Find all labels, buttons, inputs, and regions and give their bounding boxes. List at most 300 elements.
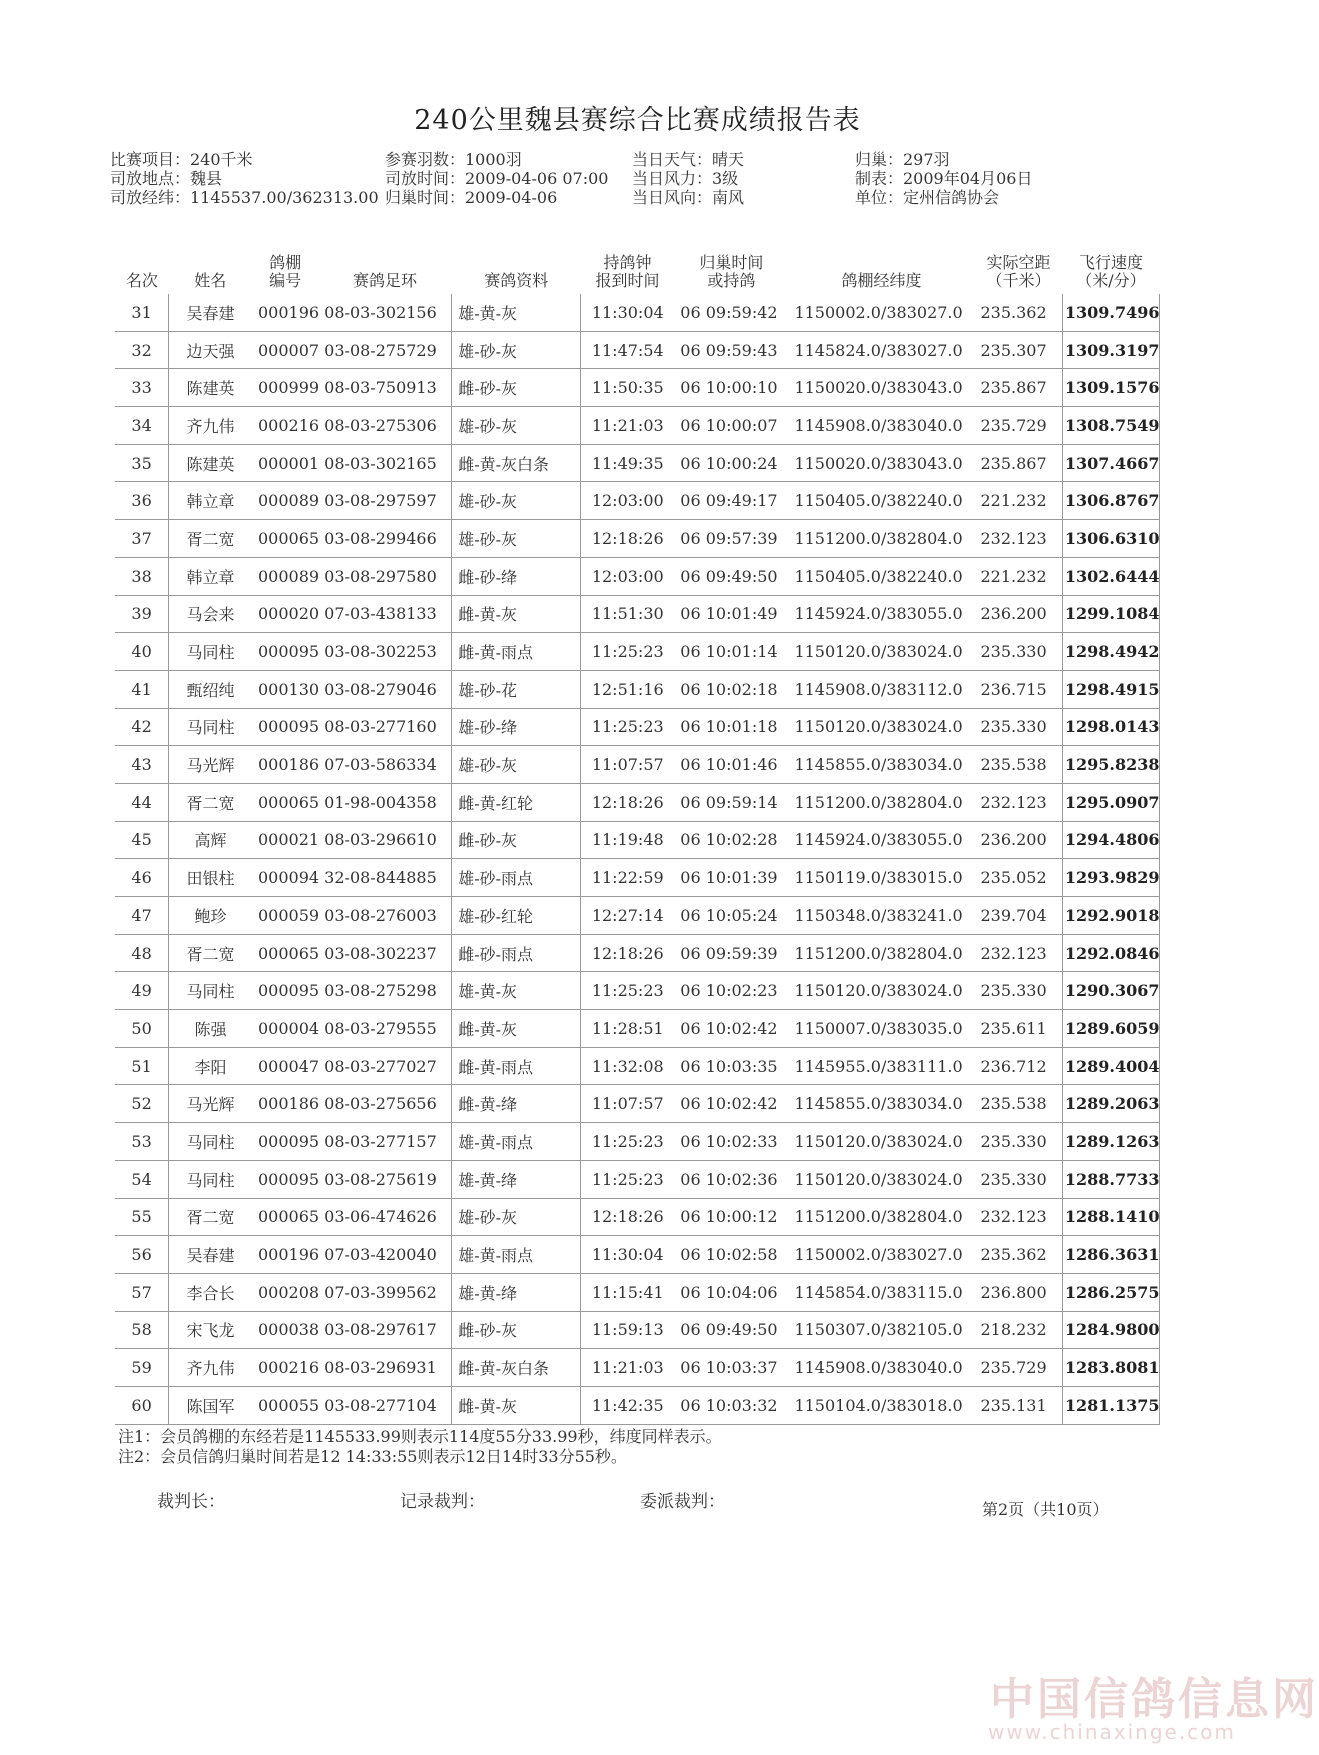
cell-bird-info: 雌-砂-雨点 [452, 934, 581, 972]
cell-rank: 37 [115, 520, 169, 558]
table-row [115, 1349, 1160, 1387]
cell-rank: 53 [115, 1123, 169, 1161]
cell-return-time: 06 10:01:49 [674, 595, 788, 633]
cell-coords: 1145824.0/383027.0 [788, 331, 974, 369]
cell-rank: 39 [115, 595, 169, 633]
table-row [115, 331, 1160, 369]
cell-report-time: 12:18:26 [581, 1198, 675, 1236]
table-row [115, 934, 1160, 972]
cell-name: 陈国军 [169, 1386, 252, 1424]
cell-ring: 07-03-399562 [318, 1273, 452, 1311]
info-table-date: 制表：2009年04月06日 [855, 169, 1033, 188]
cell-bird-info: 雄-黄-绛 [452, 1273, 581, 1311]
cell-coords: 1151200.0/382804.0 [788, 934, 974, 972]
cell-speed: 1294.4806 [1062, 821, 1159, 859]
cell-return-time: 06 10:02:36 [674, 1160, 788, 1198]
cell-loft-id: 000216 [252, 407, 318, 445]
cell-rank: 49 [115, 972, 169, 1010]
cell-coords: 1145924.0/383055.0 [788, 821, 974, 859]
cell-name: 胥二宽 [169, 520, 252, 558]
cell-coords: 1145908.0/383040.0 [788, 407, 974, 445]
cell-coords: 1150020.0/383043.0 [788, 444, 974, 482]
cell-ring: 03-06-474626 [318, 1198, 452, 1236]
cell-distance: 235.052 [975, 859, 1063, 897]
cell-bird-info: 雄-砂-灰 [452, 331, 581, 369]
cell-distance: 235.729 [975, 1349, 1063, 1387]
info-wind-force: 当日风力：3级 [632, 169, 739, 188]
cell-rank: 58 [115, 1311, 169, 1349]
header-speed: 飞行速度 （米/分） [1076, 253, 1146, 290]
table-row [115, 557, 1160, 595]
cell-loft-id: 000216 [252, 1349, 318, 1387]
cell-rank: 38 [115, 557, 169, 595]
cell-bird-info: 雄-砂-绛 [452, 708, 581, 746]
cell-coords: 1150020.0/383043.0 [788, 369, 974, 407]
cell-name: 马同柱 [169, 972, 252, 1010]
cell-ring: 08-03-296610 [318, 821, 452, 859]
cell-coords: 1150120.0/383024.0 [788, 972, 974, 1010]
cell-bird-info: 雄-砂-雨点 [452, 859, 581, 897]
cell-loft-id: 000095 [252, 1123, 318, 1161]
cell-return-time: 06 09:49:50 [674, 557, 788, 595]
cell-distance: 236.200 [975, 821, 1063, 859]
cell-loft-id: 000089 [252, 482, 318, 520]
cell-return-time: 06 10:01:18 [674, 708, 788, 746]
cell-name: 胥二宽 [169, 783, 252, 821]
cell-speed: 1309.7496 [1062, 294, 1159, 331]
cell-distance: 232.123 [975, 520, 1063, 558]
table-header-row [115, 228, 1160, 294]
table-row [115, 407, 1160, 445]
cell-bird-info: 雌-黄-灰 [452, 595, 581, 633]
cell-loft-id: 000004 [252, 1010, 318, 1048]
cell-ring: 03-08-279046 [318, 670, 452, 708]
cell-rank: 50 [115, 1010, 169, 1048]
cell-loft-id: 000065 [252, 934, 318, 972]
table-row [115, 1047, 1160, 1085]
cell-coords: 1145855.0/383034.0 [788, 1085, 974, 1123]
cell-distance: 236.800 [975, 1273, 1063, 1311]
cell-return-time: 06 10:02:58 [674, 1236, 788, 1274]
cell-speed: 1307.4667 [1062, 444, 1159, 482]
cell-coords: 1151200.0/382804.0 [788, 1198, 974, 1236]
page-number: 第2页（共10页） [982, 1500, 1109, 1519]
cell-rank: 45 [115, 821, 169, 859]
cell-distance: 235.729 [975, 407, 1063, 445]
cell-speed: 1286.3631 [1062, 1236, 1159, 1274]
cell-speed: 1298.4942 [1062, 633, 1159, 671]
cell-bird-info: 雌-砂-灰 [452, 821, 581, 859]
table-row [115, 294, 1160, 331]
info-release-coords: 司放经纬：1145537.00/362313.00 [110, 188, 379, 207]
cell-name: 陈建英 [169, 444, 252, 482]
cell-name: 田银柱 [169, 859, 252, 897]
cell-distance: 235.330 [975, 708, 1063, 746]
recorder-judge-label: 记录裁判： [400, 1492, 485, 1512]
cell-coords: 1145908.0/383040.0 [788, 1349, 974, 1387]
cell-loft-id: 000021 [252, 821, 318, 859]
cell-ring: 03-08-302237 [318, 934, 452, 972]
cell-distance: 232.123 [975, 783, 1063, 821]
cell-name: 吴春建 [169, 1236, 252, 1274]
header-loft-id: 鸽棚 编号 [269, 253, 302, 290]
cell-rank: 51 [115, 1047, 169, 1085]
cell-loft-id: 000038 [252, 1311, 318, 1349]
table-row [115, 633, 1160, 671]
cell-ring: 03-08-302253 [318, 633, 452, 671]
cell-coords: 1150405.0/382240.0 [788, 482, 974, 520]
cell-distance: 232.123 [975, 934, 1063, 972]
cell-return-time: 06 10:00:07 [674, 407, 788, 445]
cell-coords: 1150120.0/383024.0 [788, 633, 974, 671]
cell-rank: 48 [115, 934, 169, 972]
cell-return-time: 06 09:59:14 [674, 783, 788, 821]
info-block-race [110, 150, 379, 207]
cell-loft-id: 000089 [252, 557, 318, 595]
cell-ring: 03-08-297597 [318, 482, 452, 520]
cell-report-time: 11:47:54 [581, 331, 675, 369]
cell-rank: 41 [115, 670, 169, 708]
cell-loft-id: 000999 [252, 369, 318, 407]
cell-report-time: 11:15:41 [581, 1273, 675, 1311]
cell-speed: 1283.8081 [1062, 1349, 1159, 1387]
cell-speed: 1288.1410 [1062, 1198, 1159, 1236]
delegate-judge-label: 委派裁判： [640, 1492, 725, 1512]
cell-coords: 1145854.0/383115.0 [788, 1273, 974, 1311]
cell-name: 鲍珍 [169, 897, 252, 935]
cell-name: 齐九伟 [169, 407, 252, 445]
cell-report-time: 11:22:59 [581, 859, 675, 897]
cell-report-time: 11:07:57 [581, 1085, 675, 1123]
cell-report-time: 11:21:03 [581, 407, 675, 445]
cell-ring: 03-08-275729 [318, 331, 452, 369]
cell-bird-info: 雌-黄-雨点 [452, 1047, 581, 1085]
results-table [115, 228, 1160, 1425]
cell-loft-id: 000095 [252, 972, 318, 1010]
header-name: 姓名 [194, 271, 227, 290]
cell-ring: 08-03-277027 [318, 1047, 452, 1085]
cell-return-time: 06 10:03:35 [674, 1047, 788, 1085]
cell-rank: 47 [115, 897, 169, 935]
cell-ring: 03-08-299466 [318, 520, 452, 558]
info-race-item: 比赛项目：240千米 [110, 150, 253, 169]
cell-bird-info: 雄-砂-灰 [452, 1198, 581, 1236]
cell-ring: 32-08-844885 [318, 859, 452, 897]
table-row [115, 520, 1160, 558]
cell-distance: 235.330 [975, 633, 1063, 671]
cell-name: 韩立章 [169, 482, 252, 520]
cell-report-time: 12:18:26 [581, 520, 675, 558]
cell-distance: 235.867 [975, 369, 1063, 407]
cell-bird-info: 雌-砂-灰 [452, 1311, 581, 1349]
header-ring: 赛鸽足环 [352, 271, 417, 290]
cell-loft-id: 000196 [252, 1236, 318, 1274]
cell-name: 马同柱 [169, 708, 252, 746]
cell-ring: 08-03-277157 [318, 1123, 452, 1161]
cell-report-time: 12:27:14 [581, 897, 675, 935]
table-row [115, 1010, 1160, 1048]
cell-name: 马光辉 [169, 1085, 252, 1123]
cell-speed: 1281.1375 [1062, 1386, 1159, 1424]
cell-coords: 1150120.0/383024.0 [788, 708, 974, 746]
cell-return-time: 06 09:49:50 [674, 1311, 788, 1349]
info-entries: 参赛羽数：1000羽 [385, 150, 522, 169]
header-distance: 实际空距 （千米） [986, 253, 1051, 290]
cell-name: 胥二宽 [169, 1198, 252, 1236]
watermark-url: www.chinaxinge.com [988, 1720, 1236, 1744]
cell-report-time: 11:50:35 [581, 369, 675, 407]
cell-distance: 235.362 [975, 294, 1063, 331]
cell-name: 马同柱 [169, 1160, 252, 1198]
cell-speed: 1299.1084 [1062, 595, 1159, 633]
cell-speed: 1306.6310 [1062, 520, 1159, 558]
cell-bird-info: 雄-砂-红轮 [452, 897, 581, 935]
cell-distance: 232.123 [975, 1198, 1063, 1236]
cell-coords: 1145924.0/383055.0 [788, 595, 974, 633]
cell-loft-id: 000001 [252, 444, 318, 482]
cell-report-time: 11:30:04 [581, 294, 675, 331]
cell-loft-id: 000208 [252, 1273, 318, 1311]
cell-loft-id: 000055 [252, 1386, 318, 1424]
cell-bird-info: 雄-黄-雨点 [452, 1236, 581, 1274]
header-bird-info: 赛鸽资料 [484, 271, 549, 290]
info-release-time: 司放时间：2009-04-06 07:00 [385, 169, 609, 188]
cell-distance: 235.538 [975, 746, 1063, 784]
cell-rank: 55 [115, 1198, 169, 1236]
cell-name: 马光辉 [169, 746, 252, 784]
cell-return-time: 06 10:03:37 [674, 1349, 788, 1387]
cell-loft-id: 000095 [252, 633, 318, 671]
table-row [115, 821, 1160, 859]
cell-report-time: 11:25:23 [581, 1160, 675, 1198]
cell-loft-id: 000095 [252, 708, 318, 746]
chief-judge-label: 裁判长： [157, 1492, 225, 1512]
cell-coords: 1151200.0/382804.0 [788, 783, 974, 821]
cell-return-time: 06 10:02:42 [674, 1010, 788, 1048]
cell-rank: 42 [115, 708, 169, 746]
cell-speed: 1298.0143 [1062, 708, 1159, 746]
cell-name: 吴春建 [169, 294, 252, 331]
cell-speed: 1284.9800 [1062, 1311, 1159, 1349]
cell-speed: 1309.1576 [1062, 369, 1159, 407]
table-row [115, 859, 1160, 897]
cell-ring: 01-98-004358 [318, 783, 452, 821]
table-row [115, 1123, 1160, 1161]
cell-bird-info: 雄-砂-灰 [452, 746, 581, 784]
cell-report-time: 12:51:16 [581, 670, 675, 708]
cell-loft-id: 000059 [252, 897, 318, 935]
cell-return-time: 06 10:03:32 [674, 1386, 788, 1424]
cell-name: 高辉 [169, 821, 252, 859]
cell-return-time: 06 10:05:24 [674, 897, 788, 935]
cell-distance: 235.330 [975, 1160, 1063, 1198]
cell-rank: 40 [115, 633, 169, 671]
cell-ring: 03-08-277104 [318, 1386, 452, 1424]
info-release-place: 司放地点：魏县 [110, 169, 223, 188]
table-row [115, 1198, 1160, 1236]
cell-report-time: 12:18:26 [581, 934, 675, 972]
cell-coords: 1150120.0/383024.0 [788, 1160, 974, 1198]
cell-return-time: 06 10:02:18 [674, 670, 788, 708]
cell-speed: 1293.9829 [1062, 859, 1159, 897]
cell-loft-id: 000007 [252, 331, 318, 369]
cell-name: 齐九伟 [169, 1349, 252, 1387]
cell-return-time: 06 10:00:10 [674, 369, 788, 407]
cell-ring: 08-03-302156 [318, 294, 452, 331]
cell-rank: 60 [115, 1386, 169, 1424]
cell-distance: 236.200 [975, 595, 1063, 633]
cell-ring: 08-03-302165 [318, 444, 452, 482]
cell-rank: 36 [115, 482, 169, 520]
cell-coords: 1150002.0/383027.0 [788, 294, 974, 331]
cell-speed: 1292.0846 [1062, 934, 1159, 972]
cell-bird-info: 雄-黄-灰 [452, 972, 581, 1010]
header-coords: 鸽棚经纬度 [841, 271, 922, 290]
cell-rank: 44 [115, 783, 169, 821]
cell-rank: 34 [115, 407, 169, 445]
info-block-weather [632, 150, 744, 207]
cell-ring: 08-03-277160 [318, 708, 452, 746]
table-row [115, 897, 1160, 935]
cell-bird-info: 雌-黄-红轮 [452, 783, 581, 821]
cell-coords: 1145855.0/383034.0 [788, 746, 974, 784]
cell-speed: 1289.6059 [1062, 1010, 1159, 1048]
cell-bird-info: 雄-砂-灰 [452, 520, 581, 558]
table-row [115, 670, 1160, 708]
table-row [115, 1273, 1160, 1311]
cell-report-time: 11:19:48 [581, 821, 675, 859]
table-body [115, 294, 1160, 1424]
table-row [115, 783, 1160, 821]
cell-name: 马同柱 [169, 1123, 252, 1161]
cell-report-time: 12:03:00 [581, 482, 675, 520]
cell-name: 陈建英 [169, 369, 252, 407]
cell-coords: 1150348.0/383241.0 [788, 897, 974, 935]
cell-report-time: 11:51:30 [581, 595, 675, 633]
cell-bird-info: 雌-砂-绛 [452, 557, 581, 595]
cell-distance: 221.232 [975, 482, 1063, 520]
cell-loft-id: 000065 [252, 783, 318, 821]
cell-distance: 236.715 [975, 670, 1063, 708]
cell-ring: 08-03-750913 [318, 369, 452, 407]
cell-distance: 218.232 [975, 1311, 1063, 1349]
cell-speed: 1306.8767 [1062, 482, 1159, 520]
cell-rank: 32 [115, 331, 169, 369]
cell-distance: 235.538 [975, 1085, 1063, 1123]
cell-loft-id: 000186 [252, 1085, 318, 1123]
cell-coords: 1150104.0/383018.0 [788, 1386, 974, 1424]
table-row [115, 482, 1160, 520]
cell-speed: 1292.9018 [1062, 897, 1159, 935]
cell-ring: 08-03-296931 [318, 1349, 452, 1387]
cell-speed: 1289.1263 [1062, 1123, 1159, 1161]
table-row [115, 1236, 1160, 1274]
cell-name: 胥二宽 [169, 934, 252, 972]
cell-speed: 1309.3197 [1062, 331, 1159, 369]
cell-bird-info: 雄-黄-绛 [452, 1160, 581, 1198]
cell-distance: 235.611 [975, 1010, 1063, 1048]
table-row [115, 1160, 1160, 1198]
cell-return-time: 06 09:59:39 [674, 934, 788, 972]
cell-rank: 54 [115, 1160, 169, 1198]
header-return-time: 归巢时间 或持鸽 [699, 253, 764, 290]
cell-loft-id: 000186 [252, 746, 318, 784]
cell-loft-id: 000196 [252, 294, 318, 331]
header-rank: 名次 [125, 271, 158, 290]
cell-report-time: 12:18:26 [581, 783, 675, 821]
cell-name: 马同柱 [169, 633, 252, 671]
cell-distance: 235.330 [975, 972, 1063, 1010]
cell-report-time: 11:25:23 [581, 1123, 675, 1161]
cell-return-time: 06 10:02:33 [674, 1123, 788, 1161]
cell-coords: 1150120.0/383024.0 [788, 1123, 974, 1161]
cell-bird-info: 雌-黄-绛 [452, 1085, 581, 1123]
cell-speed: 1308.7549 [1062, 407, 1159, 445]
info-block-times [385, 150, 608, 207]
cell-rank: 57 [115, 1273, 169, 1311]
header-report-time: 持鸽钟 报到时间 [595, 253, 660, 290]
cell-ring: 07-03-438133 [318, 595, 452, 633]
cell-coords: 1150119.0/383015.0 [788, 859, 974, 897]
cell-report-time: 11:25:23 [581, 633, 675, 671]
cell-report-time: 11:49:35 [581, 444, 675, 482]
notes [118, 1427, 722, 1467]
cell-bird-info: 雄-黄-雨点 [452, 1123, 581, 1161]
cell-ring: 08-03-275306 [318, 407, 452, 445]
cell-speed: 1289.4004 [1062, 1047, 1159, 1085]
cell-speed: 1289.2063 [1062, 1085, 1159, 1123]
cell-report-time: 11:30:04 [581, 1236, 675, 1274]
cell-speed: 1302.6444 [1062, 557, 1159, 595]
cell-bird-info: 雌-黄-灰白条 [452, 1349, 581, 1387]
cell-loft-id: 000020 [252, 595, 318, 633]
table-row [115, 369, 1160, 407]
cell-return-time: 06 10:01:46 [674, 746, 788, 784]
cell-distance: 235.330 [975, 1123, 1063, 1161]
cell-report-time: 11:42:35 [581, 1386, 675, 1424]
cell-name: 陈强 [169, 1010, 252, 1048]
cell-bird-info: 雌-黄-灰 [452, 1386, 581, 1424]
table-row [115, 444, 1160, 482]
cell-bird-info: 雄-黄-灰 [452, 294, 581, 331]
cell-distance: 235.362 [975, 1236, 1063, 1274]
cell-bird-info: 雌-黄-灰 [452, 1010, 581, 1048]
cell-name: 边天强 [169, 331, 252, 369]
cell-distance: 235.867 [975, 444, 1063, 482]
cell-distance: 239.704 [975, 897, 1063, 935]
cell-rank: 46 [115, 859, 169, 897]
cell-name: 李阳 [169, 1047, 252, 1085]
cell-ring: 03-08-276003 [318, 897, 452, 935]
cell-report-time: 11:25:23 [581, 708, 675, 746]
cell-rank: 35 [115, 444, 169, 482]
cell-distance: 235.131 [975, 1386, 1063, 1424]
cell-loft-id: 000065 [252, 520, 318, 558]
cell-return-time: 06 09:49:17 [674, 482, 788, 520]
cell-return-time: 06 10:01:14 [674, 633, 788, 671]
cell-speed: 1298.4915 [1062, 670, 1159, 708]
cell-return-time: 06 10:02:23 [674, 972, 788, 1010]
cell-bird-info: 雄-砂-灰 [452, 407, 581, 445]
cell-report-time: 11:32:08 [581, 1047, 675, 1085]
cell-report-time: 11:59:13 [581, 1311, 675, 1349]
cell-ring: 03-08-275619 [318, 1160, 452, 1198]
info-block-org [855, 150, 1032, 207]
cell-coords: 1145955.0/383111.0 [788, 1047, 974, 1085]
cell-return-time: 06 10:02:28 [674, 821, 788, 859]
cell-speed: 1286.2575 [1062, 1273, 1159, 1311]
cell-ring: 08-03-279555 [318, 1010, 452, 1048]
